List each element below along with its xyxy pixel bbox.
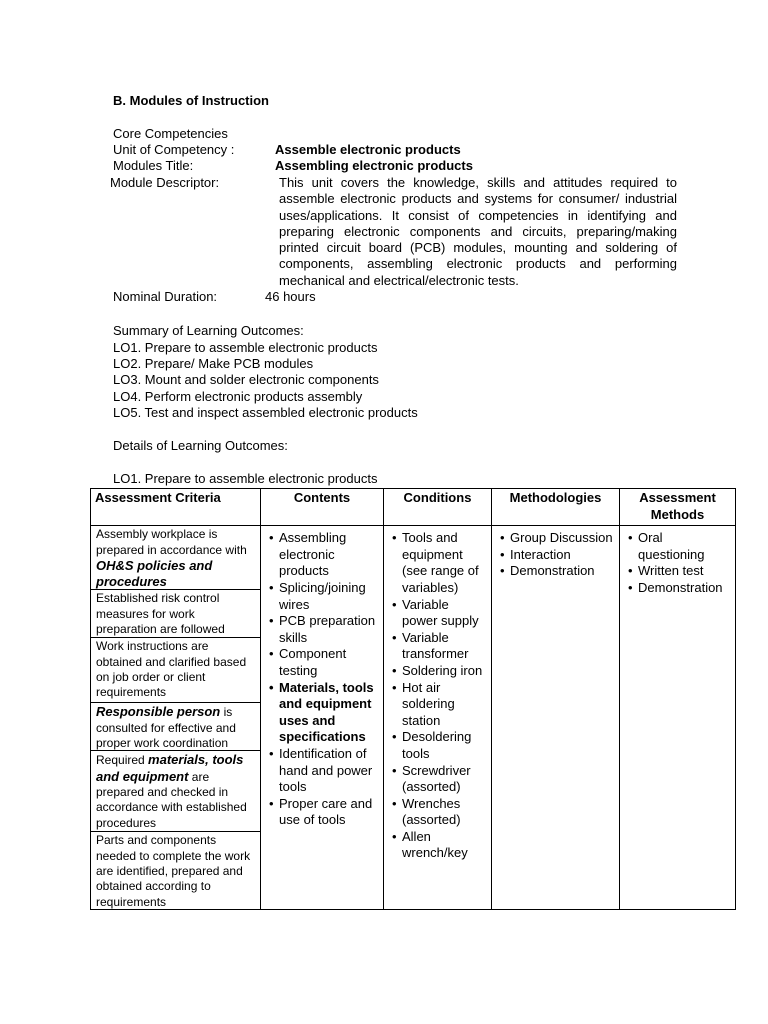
header-methodologies: Methodologies	[492, 489, 620, 526]
outcome-item: LO3. Mount and solder electronic components	[113, 372, 379, 387]
criterion-text: Assembly workplace is prepared in accordance with	[96, 527, 247, 557]
criterion-item	[91, 832, 260, 909]
criterion-text: Required	[96, 753, 149, 768]
header-assessment-line1: Assessment	[639, 490, 716, 505]
header-assessment-line2: Methods	[650, 506, 705, 522]
methodologies-list	[496, 530, 615, 580]
criterion-emphasis: Responsible person	[96, 704, 221, 720]
unit-of-competency-value: Assemble electronic products	[275, 142, 461, 157]
outcome-item: LO1. Prepare to assemble electronic products	[113, 340, 378, 355]
table-row	[91, 526, 736, 910]
list-item: • Identification of hand and power tools	[279, 746, 379, 796]
contents-list	[265, 530, 379, 829]
criterion-emphasis: materials, tools and equipment	[96, 752, 244, 784]
core-competencies-label: Core Competencies	[113, 126, 228, 141]
assessment-methods-cell	[620, 526, 736, 910]
table-header-row	[91, 489, 736, 526]
list-item: • Allen wrench/key	[402, 829, 487, 862]
list-item: • Tools and equipment (see range of variables)	[402, 530, 487, 596]
criterion-item	[91, 590, 260, 638]
contents-cell	[261, 526, 384, 910]
outcome-item: LO2. Prepare/ Make PCB modules	[113, 356, 314, 371]
list-item: • Component testing	[279, 646, 379, 679]
header-assessment-criteria: Assessment Criteria	[91, 489, 261, 526]
list-item: • Hot air soldering station	[402, 680, 487, 730]
conditions-list	[388, 530, 487, 862]
list-item: • Desoldering tools	[402, 729, 487, 762]
list-item: • Variable transformer	[402, 630, 487, 663]
criterion-text: Established risk control measures for work preparation are followed	[96, 591, 225, 636]
criterion-emphasis: OH&S policies and procedures	[96, 558, 213, 590]
list-item: • PCB preparation skills	[279, 613, 379, 646]
list-item: • Written test	[638, 563, 731, 580]
lo1-title: LO1. Prepare to assemble electronic products	[113, 471, 378, 486]
list-item: • Demonstration	[510, 563, 615, 580]
list-item: • Materials, tools and equipment uses and specifications	[279, 680, 379, 746]
assessment-methods-list	[624, 530, 731, 596]
header-assessment-methods	[620, 489, 736, 526]
outcome-item: LO5. Test and inspect assembled electronic products	[113, 405, 418, 420]
nominal-duration-label: Nominal Duration:	[113, 289, 218, 304]
list-item: • Soldering iron	[402, 663, 487, 680]
criterion-text: Work instructions are obtained and clarified based on job order or client requirements	[96, 639, 247, 700]
list-item: • Proper care and use of tools	[279, 796, 379, 829]
list-item: • Demonstration	[638, 580, 731, 597]
criterion-item	[91, 751, 260, 832]
list-item: • Oral questioning	[638, 530, 731, 563]
criteria-cell	[91, 526, 261, 910]
header-conditions: Conditions	[384, 489, 492, 526]
list-item: • Wrenches (assorted)	[402, 796, 487, 829]
section-heading: B. Modules of Instruction	[113, 93, 269, 108]
list-item: • Splicing/joining wires	[279, 580, 379, 613]
criterion-item	[91, 526, 260, 590]
criterion-text: is consulted for effective and proper work coordination	[96, 705, 236, 750]
list-item: • Assembling electronic products	[279, 530, 379, 580]
learning-outcome-table	[90, 488, 736, 910]
criterion-item	[91, 638, 260, 703]
module-title-value: Assembling electronic products	[275, 158, 473, 173]
criterion-text: are prepared and checked in accordance with established procedures	[96, 769, 247, 830]
outcome-item: LO4. Perform electronic products assembly	[113, 389, 363, 404]
header-contents: Contents	[261, 489, 384, 526]
module-title-label: Modules Title:	[113, 158, 194, 173]
list-item: • Group Discussion	[510, 530, 615, 547]
unit-of-competency-label: Unit of Competency :	[113, 142, 235, 157]
module-descriptor-text: This unit covers the knowledge, skills and attitudes required to assemble electronic products and systems for consumer/ industrial uses/applications. It consist of competencies in identifying and preparing electronic components and circuits, preparing/making printed circuit board (PCB) modules, mounting and soldering of components, assembling electronic products and performing mechanical and electrical/electronic tests.	[279, 175, 677, 288]
list-item: • Variable power supply	[402, 597, 487, 630]
criterion-item	[91, 703, 260, 751]
details-heading: Details of Learning Outcomes:	[113, 438, 288, 453]
module-descriptor-label: Module Descriptor:	[110, 175, 220, 190]
criterion-text: Parts and components needed to complete the work are identified, prepared and obtained according to requirements	[96, 833, 251, 909]
nominal-duration-value: 46 hours	[265, 289, 316, 304]
list-item: • Screwdriver (assorted)	[402, 763, 487, 796]
summary-heading: Summary of Learning Outcomes:	[113, 323, 304, 338]
methodologies-cell	[492, 526, 620, 910]
list-item: • Interaction	[510, 547, 615, 564]
conditions-cell	[384, 526, 492, 910]
